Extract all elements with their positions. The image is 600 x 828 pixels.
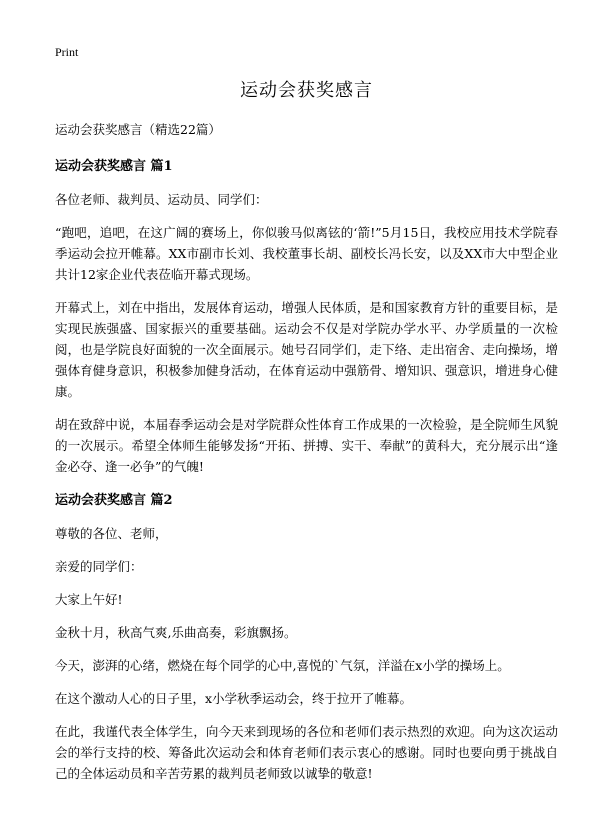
document-body — [55, 120, 558, 796]
section-heading: 运动会获奖感言 篇2 — [55, 493, 173, 508]
paragraph: 在这个激动人心的日子里，x小学秋季运动会，终于拉开了帷幕。 — [55, 691, 413, 706]
print-link[interactable]: Print — [55, 45, 79, 59]
paragraph: 在此，我谨代表全体学生，向今天来到现场的各位和老师们表示热烈的欢迎。向为这次运动会的举行支持的校、筹备此次运动会和体育老师们表示衷心的感谢。同时也要向勇于挑战自己的全体运动员和辛苦劳累的裁判员老师致以诚挚的敬意! — [55, 724, 558, 781]
paragraph: 今天，澎湃的心绪，燃烧在每个同学的心中,喜悦的`气氛，洋溢在x小学的操场上。 — [55, 658, 510, 673]
paragraph: 胡在致辞中说，本届春季运动会是对学院群众性体育工作成果的一次检验，是全院师生风貌的一次展示。希望全体师生能够发扬“开拓、拼搏、实干、奉献”的黄科大，充分展示出“逢金必夺、逢一必争”的气魄! — [55, 417, 558, 474]
document-subtitle: 运动会获奖感言（精选22篇） — [55, 122, 221, 137]
paragraph: 大家上午好! — [55, 592, 123, 607]
paragraph: 尊敬的各位、老师， — [55, 526, 168, 541]
paragraph: 开幕式上，刘在中指出，发展体育运动，增强人民体质，是和国家教育方针的重要目标，是实现民族强盛、国家振兴的重要基础。运动会不仅是对学院办学水平、办学质量的一次检阅，也是学院良好面貌的一次全面展示。她号召同学们，走下络、走出宿舍、走向操场，增强体育健身意识，积极参加健身活动，在体育运动中强筋骨、增知识、强意识，增进身心健康。 — [55, 300, 558, 399]
paragraph: 各位老师、裁判员、运动员、同学们： — [55, 192, 268, 207]
document-title: 运动会获奖感言 — [240, 80, 373, 101]
section-1 — [55, 155, 558, 477]
paragraph: 亲爱的同学们： — [55, 559, 143, 574]
paragraph: 金秋十月，秋高气爽,乐曲高奏，彩旗飘扬。 — [55, 625, 297, 640]
section-heading: 运动会获奖感言 篇1 — [55, 159, 173, 174]
section-2 — [55, 489, 558, 784]
paragraph: “跑吧，追吧，在这广阔的赛场上，你似骏马似离铉的‘箭!”5月15日，我校应用技术学院春季运动会拉开帷幕。XX市副市长刘、我校董事长胡、副校长冯长安，以及XX市大中型企业共计12家企业代表莅临开幕式现场。 — [55, 225, 558, 282]
